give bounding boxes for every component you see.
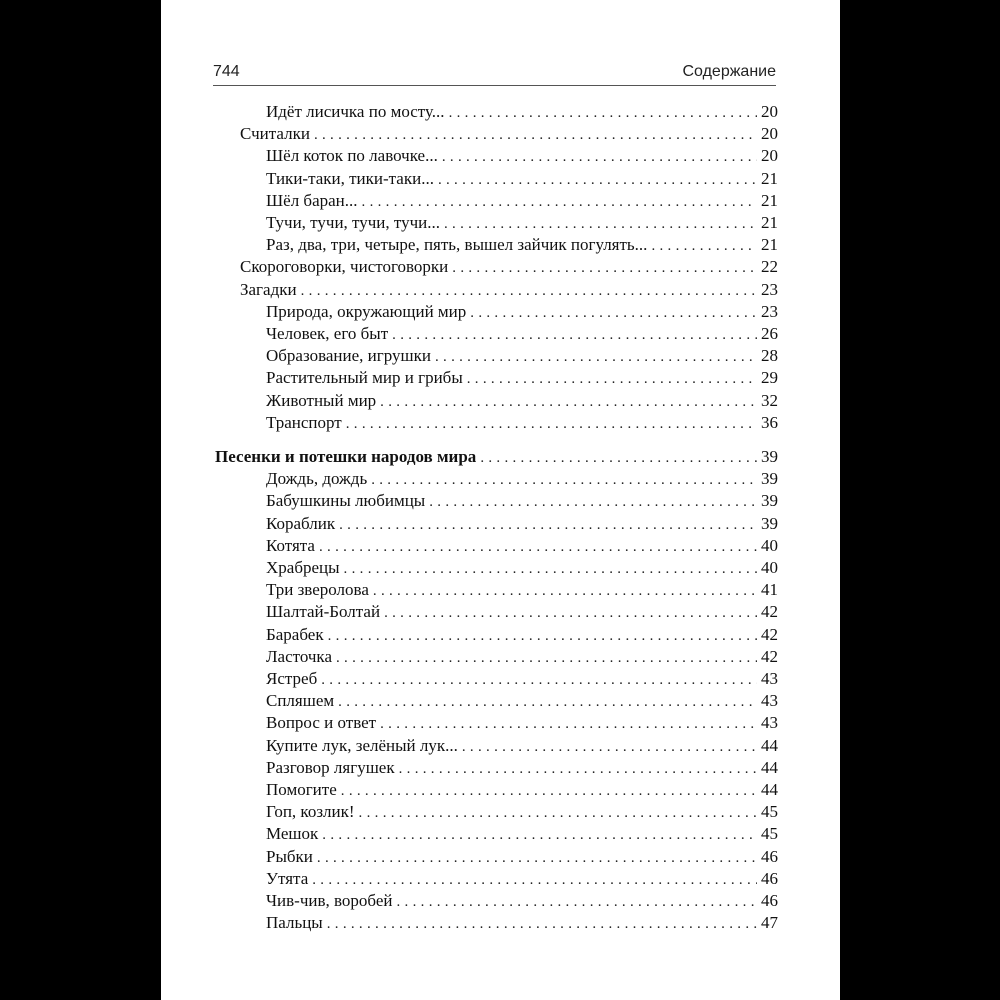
toc-entry <box>266 669 778 689</box>
toc-entry-title: Мешок <box>266 824 319 844</box>
dot-leader <box>452 258 757 278</box>
dot-leader <box>392 325 757 345</box>
toc-entry-title: Бабушкины любимцы <box>266 491 426 511</box>
toc-entry-page: 47 <box>761 913 778 933</box>
toc-entry <box>266 602 778 622</box>
dot-leader <box>380 714 757 734</box>
toc-entry-page: 39 <box>761 447 778 466</box>
toc-entry-page: 23 <box>761 279 778 299</box>
toc-entry <box>266 469 778 489</box>
toc-entry-title: Купите лук, зелёный лук... <box>266 735 458 755</box>
toc-entry-title: Ласточка <box>266 646 332 666</box>
toc-entry-page: 21 <box>761 213 778 232</box>
toc-entry <box>266 169 778 189</box>
dot-leader <box>314 125 757 145</box>
toc-entry-page: 39 <box>761 469 778 489</box>
dot-leader <box>470 303 757 323</box>
running-title: Содержание <box>682 63 776 80</box>
toc-entry <box>266 491 778 511</box>
dot-leader <box>339 515 757 535</box>
toc-entry-title: Раз, два, три, четыре, пять, вышел зайчик погулять... <box>266 235 648 255</box>
toc-entry <box>266 869 778 889</box>
toc-entry-title: Шёл баран... <box>266 190 358 210</box>
toc-entry-title: Рыбки <box>266 846 313 866</box>
toc-entry-title: Человек, его быт <box>266 324 389 343</box>
toc-entry-page: 43 <box>761 669 778 688</box>
toc-entry-page: 45 <box>761 824 778 844</box>
toc-entry-page: 46 <box>761 891 778 910</box>
toc-entry-title: Шёл коток по лавочке... <box>266 146 438 166</box>
page-number: 744 <box>213 63 240 80</box>
toc-entry-page: 40 <box>761 558 778 577</box>
toc-entry-page: 21 <box>761 190 778 210</box>
toc-entry-title: Гоп, козлик! <box>266 802 355 822</box>
dot-leader <box>397 892 758 912</box>
dot-leader <box>444 214 757 234</box>
toc-entry-title: Растительный мир и грибы <box>266 368 463 388</box>
dot-leader <box>328 626 757 646</box>
dot-leader <box>384 603 757 623</box>
dot-leader <box>380 392 757 412</box>
toc-entry-title: Образование, игрушки <box>266 346 431 366</box>
dot-leader <box>317 848 757 868</box>
toc-entry <box>266 802 778 822</box>
toc-entry <box>266 891 778 911</box>
toc-entry-page: 42 <box>761 602 778 622</box>
toc-entry-page: 43 <box>761 691 778 711</box>
toc-entry-page: 26 <box>761 324 778 343</box>
toc-entry-title: Транспорт <box>266 412 342 432</box>
toc-entry <box>240 124 778 144</box>
toc-entry-title: Тики-таки, тики-таки... <box>266 168 434 188</box>
toc-entry-page: 44 <box>761 735 778 755</box>
toc-entry-title: Спляшем <box>266 691 335 711</box>
dot-leader <box>373 581 757 601</box>
toc-entry-page: 28 <box>761 346 778 366</box>
dot-leader <box>362 192 757 212</box>
toc-entry-title: Пальцы <box>266 913 323 933</box>
toc-entry-page: 20 <box>761 102 778 121</box>
toc-entry-page: 21 <box>761 168 778 188</box>
toc-entry-page: 32 <box>761 390 778 410</box>
toc-entry-page: 21 <box>761 235 778 255</box>
toc-entry-page: 46 <box>761 846 778 866</box>
toc-entry-title: Барабек <box>266 624 324 644</box>
dot-leader <box>429 492 757 512</box>
running-head <box>213 63 776 86</box>
toc-entry <box>266 736 778 756</box>
toc-entry <box>266 514 778 534</box>
dot-leader <box>301 281 757 301</box>
toc-entry-title: Загадки <box>240 279 297 299</box>
toc-entry-title: Природа, окружающий мир <box>266 301 467 321</box>
dot-leader <box>442 147 757 167</box>
toc-entry-page: 46 <box>761 868 778 888</box>
dot-leader <box>438 170 757 190</box>
dot-leader <box>371 470 757 490</box>
toc-entry-page: 22 <box>761 257 778 277</box>
toc-entry-title: Считалки <box>240 124 310 144</box>
dot-leader <box>341 781 757 801</box>
toc-entry-page: 40 <box>761 535 778 555</box>
toc-entry <box>266 413 778 433</box>
toc-entry-page: 41 <box>761 580 778 600</box>
toc-entry <box>266 346 778 366</box>
toc-entry-title: Песенки и потешки народов мира <box>215 447 477 466</box>
toc-entry <box>266 625 778 645</box>
toc-entry-title: Тучи, тучи, тучи, тучи... <box>266 213 440 232</box>
dot-leader <box>467 369 757 389</box>
toc-entry-page: 20 <box>761 146 778 166</box>
toc-entry-page: 20 <box>761 124 778 144</box>
toc-entry-title: Храбрецы <box>266 558 340 577</box>
toc-entry-title: Помогите <box>266 780 337 799</box>
toc-entry <box>266 368 778 388</box>
toc-entry <box>240 280 778 300</box>
toc-entry-page: 23 <box>761 301 778 321</box>
dot-leader <box>327 914 757 934</box>
dot-leader <box>399 759 757 779</box>
toc-entry <box>266 824 778 844</box>
dot-leader <box>312 870 757 890</box>
dot-leader <box>435 347 757 367</box>
toc-entry <box>266 391 778 411</box>
toc-entry <box>266 102 778 122</box>
toc-entry-page: 29 <box>761 368 778 388</box>
toc-entry-page: 39 <box>761 513 778 533</box>
toc-entry <box>266 780 778 800</box>
toc-entry-title: Животный мир <box>266 390 377 410</box>
toc-entry-page: 42 <box>761 646 778 666</box>
toc-entry <box>240 257 778 277</box>
toc-entry-page: 44 <box>761 757 778 777</box>
toc-entry-title: Скороговорки, чистоговорки <box>240 257 449 277</box>
toc-entry-title: Ястреб <box>266 669 318 688</box>
toc-entry <box>266 235 778 255</box>
dot-leader <box>480 448 757 468</box>
toc-entry-title: Шалтай-Болтай <box>266 602 381 622</box>
toc-entry-title: Дождь, дождь <box>266 469 368 489</box>
toc-entry-title: Кораблик <box>266 513 336 533</box>
toc-entry-title: Чив-чив, воробей <box>266 891 393 910</box>
toc-entry-title: Вопрос и ответ <box>266 713 377 733</box>
dot-leader <box>319 537 757 557</box>
toc-entry-page: 42 <box>761 624 778 644</box>
toc-entry-page: 36 <box>761 412 778 432</box>
toc-entry-title: Идёт лисичка по мосту... <box>266 102 445 121</box>
toc-entry <box>266 536 778 556</box>
toc-entry <box>266 847 778 867</box>
toc-entry-title: Разговор лягушек <box>266 757 395 777</box>
dot-leader <box>359 803 757 823</box>
dot-leader <box>344 559 757 579</box>
toc-entry-page: 44 <box>761 780 778 799</box>
dot-leader <box>462 737 757 757</box>
toc-entry-title: Котята <box>266 535 315 555</box>
toc-entry <box>266 758 778 778</box>
toc-entry <box>266 213 778 233</box>
dot-leader <box>449 103 757 123</box>
dot-leader <box>338 692 757 712</box>
toc-entry-page: 43 <box>761 713 778 733</box>
toc-entry <box>266 691 778 711</box>
toc-entry-title: Утята <box>266 868 309 888</box>
dot-leader <box>336 648 757 668</box>
dot-leader <box>321 670 757 690</box>
dot-leader <box>651 236 757 256</box>
toc-entry <box>266 647 778 667</box>
toc-entry <box>215 447 778 467</box>
toc-entry <box>266 191 778 211</box>
toc-entry <box>266 580 778 600</box>
dot-leader <box>346 414 757 434</box>
toc-entry <box>266 324 778 344</box>
toc-entry <box>266 913 778 933</box>
toc-entry-title: Три зверолова <box>266 580 369 600</box>
toc-entry <box>266 146 778 166</box>
book-page <box>161 0 840 1000</box>
toc-entry <box>266 558 778 578</box>
toc-entry <box>266 302 778 322</box>
toc-entry <box>266 713 778 733</box>
dot-leader <box>322 825 757 845</box>
toc-entry-page: 45 <box>761 802 778 822</box>
toc-entry-page: 39 <box>761 491 778 511</box>
